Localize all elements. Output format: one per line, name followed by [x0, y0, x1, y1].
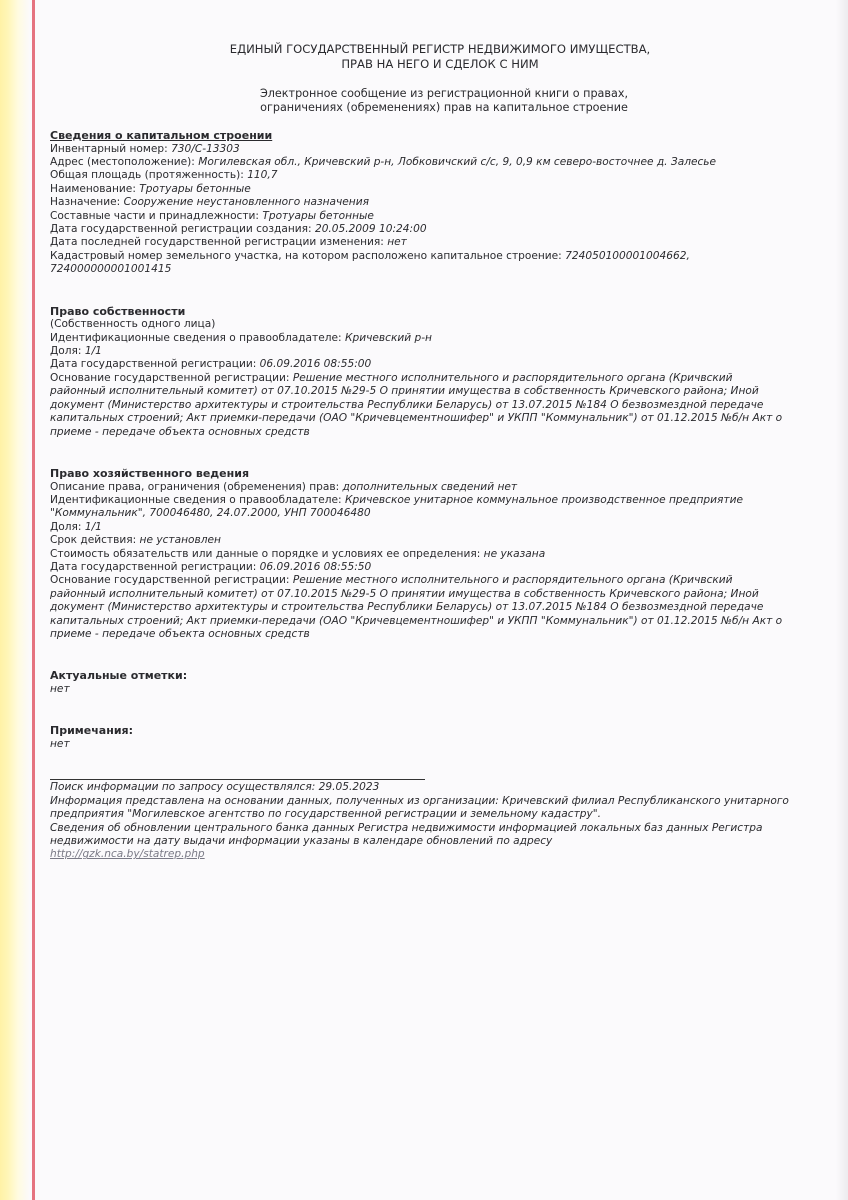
- subtitle-line-2: ограничениях (обременениях) прав на капитальное строение: [260, 101, 628, 114]
- marks-section-title: Актуальные отметки:: [50, 669, 188, 683]
- economic-section: [50, 467, 790, 641]
- footer-divider: [50, 779, 425, 780]
- building-section: [50, 129, 790, 277]
- document-content: [50, 40, 790, 862]
- economic-section-title: Право хозяйственного ведения: [50, 466, 250, 480]
- ownership-type: (Собственность одного лица): [50, 318, 216, 331]
- ownership-section-title: Право собственности: [50, 304, 186, 318]
- document-subtitle: [50, 87, 790, 115]
- notes-section-title: Примечания:: [50, 724, 133, 738]
- economic-basis: Основание государственной регистрации: Решение местного исполнительного и распорядительного органа (Кричвский районный исполнительный комитет) от 07.10.2015 №29-5 О принятии имущества в собственность Кричевского района; Иной документ (Министерство архитектуры и строительства Республики Беларусь) от 13.07.2015 №184 О безвозмездной передаче капитальных строений; Акт приемки-передачи (ОАО "Кричевцементношифер" и УКПП "Коммунальник") от 01.12.2015 №б/н Акт о приеме - передаче объекта основных средств: [50, 574, 783, 640]
- paper-edge-right: [836, 0, 848, 1200]
- source-info: Информация представлена на основании данных, полученных из организации: Кричевский филиал Республиканского унитарного предприятия "Могилевское агентство по государственной регистрации и земельному кадастру".: [50, 794, 789, 821]
- ownership-section: [50, 305, 790, 439]
- building-parts: Составные части и принадлежности: Тротуары бетонные: [50, 209, 374, 222]
- building-name: Наименование: Тротуары бетонные: [50, 182, 251, 195]
- cadastral-number: Кадастровый номер земельного участка, на котором расположено капитальное строение: 724050100001004662, 724000000001001415: [50, 249, 690, 276]
- notes-value: нет: [50, 737, 70, 750]
- address: Адрес (местоположение): Могилевская обл., Кричевский р-н, Лобковичский с/с, 9, 0,9 км северо-восточнее д. Залесье: [50, 156, 717, 168]
- footer: [50, 781, 790, 861]
- notes-section: [50, 724, 790, 751]
- title-line-1: ЕДИНЫЙ ГОСУДАРСТВЕННЫЙ РЕГИСТР НЕДВИЖИМОГО ИМУЩЕСТВА,: [229, 42, 651, 56]
- economic-term: Срок действия: не установлен: [50, 534, 221, 547]
- title-line-2: ПРАВ НА НЕГО И СДЕЛОК С НИМ: [341, 57, 539, 71]
- ownership-holder: Идентификационные сведения о правообладателе: Кричевский р-н: [50, 331, 432, 344]
- inventory-number: Инвентарный номер: 730/С-13303: [50, 142, 240, 155]
- update-info: Сведения об обновлении центрального банка данных Регистра недвижимости информацией локальных баз данных Регистра недвижимости на дату выдачи информации указаны в календаре обновлений по адресу: [50, 821, 763, 847]
- economic-description: Описание права, ограничения (обременения) прав: дополнительных сведений нет: [50, 480, 518, 493]
- building-purpose: Назначение: Сооружение неустановленного назначения: [50, 196, 369, 209]
- subtitle-line-1: Электронное сообщение из регистрационной книги о правах,: [259, 87, 629, 100]
- total-area: Общая площадь (протяженность): 110,7: [50, 169, 278, 182]
- paper-edge-red-line: [32, 0, 35, 1200]
- economic-cost: Стоимость обязательств или данные о порядке и условиях ее определения: не указана: [50, 547, 546, 560]
- statrep-link[interactable]: http://gzk.nca.by/statrep.php: [50, 848, 205, 861]
- ownership-share: Доля: 1/1: [50, 345, 102, 358]
- ownership-registration-date: Дата государственной регистрации: 06.09.2016 08:55:00: [50, 358, 372, 371]
- marks-value: нет: [50, 682, 70, 695]
- economic-registration-date: Дата государственной регистрации: 06.09.2016 08:55:50: [50, 560, 372, 573]
- economic-share: Доля: 1/1: [50, 520, 102, 533]
- building-section-title: Сведения о капитальном строении: [50, 129, 273, 142]
- last-change-registration-date: Дата последней государственной регистрации изменения: нет: [50, 236, 407, 249]
- search-date: Поиск информации по запросу осуществлялся: 29.05.2023: [50, 781, 380, 794]
- marks-section: [50, 669, 790, 696]
- document-title: [50, 42, 790, 72]
- ownership-basis: Основание государственной регистрации: Решение местного исполнительного и распорядительного органа (Кричвский районный исполнительный комитет) от 07.10.2015 №29-5 О принятии имущества в собственность Кричевского района; Иной документ (Министерство архитектуры и строительства Республики Беларусь) от 13.07.2015 №184 О безвозмездной передаче капитальных строений; Акт приемки-передачи (ОАО "Кричевцементношифер" и УКПП "Коммунальник") от 01.12.2015 №б/н Акт о приеме - передаче объекта основных средств: [50, 371, 783, 438]
- creation-registration-date: Дата государственной регистрации создания: 20.05.2009 10:24:00: [50, 223, 427, 236]
- economic-holder: Идентификационные сведения о правообладателе: Кричевское унитарное коммунальное производственное предприятие "Коммунальник", 700046480, 24.07.2000, УНП 700046480: [50, 493, 743, 520]
- paper-edge-yellow: [0, 0, 30, 1200]
